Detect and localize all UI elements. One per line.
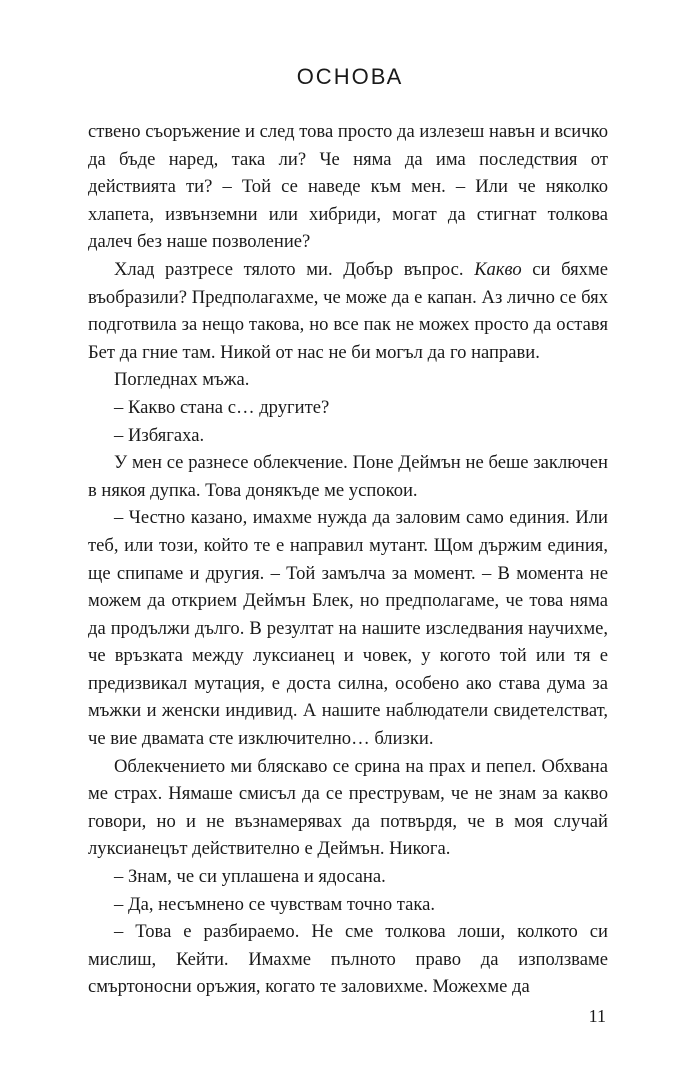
paragraph-6: У мен се разнесе облекчение. Поне Деймън не беше заключен в някоя дупка. Това донякъде ме успокои. xyxy=(88,452,608,501)
paragraph-8: Облекчението ми бляскаво се срина на прах и пепел. Обхвана ме страх. Нямаше смисъл да се преструвам, че не знам за какво говори, но и не възнамерявах да потвърдя, че в моя случай луксианецът действително е Деймън. Никога. xyxy=(88,755,608,860)
page-number: 11 xyxy=(588,1006,606,1026)
paragraph-5: – Избягаха. xyxy=(114,424,205,446)
paragraph-2-before: Хлад разтресе тялото ми. Добър въпрос. xyxy=(114,258,475,280)
paragraph-11: – Това е разбираемо. Не сме толкова лоши, колкото си мислиш, Кейти. Имахме пълното право да използваме смъртоносни оръжия, когато те заловихме. Можехме да xyxy=(88,921,608,998)
paragraph-2-after: си бяхме въобразили? Предполагахме, че може да е капан. Аз лично се бях подготвила за нещо такова, но все пак не можех просто да оставя Бет да гние там. Никой от нас не би могъл да го направи. xyxy=(88,258,608,363)
paragraph-3: Погледнах мъжа. xyxy=(114,369,250,391)
paragraph-1: ствено съоръжение и след това просто да излезеш навън и всичко да бъде наред, така ли? Че няма да има последствия от действията ти? – Той се наведе към мен. – Или че няколко хлапета, извънземни или хибриди, могат да стигнат толкова далеч без наше позволение? xyxy=(88,121,608,253)
paragraph-9: – Знам, че си уплашена и ядосана. xyxy=(114,866,386,888)
running-head-title: ОСНОВА xyxy=(296,64,404,89)
paragraph-10: – Да, несъмнено се чувствам точно така. xyxy=(114,893,436,915)
paragraph-2 xyxy=(88,256,608,366)
paragraph-7: – Честно казано, имахме нужда да заловим само единия. Или теб, или този, който те е направил мутант. Щом държим единия, ще спипаме и другия. – Той замълча за момент. – В момента не можем да открием Деймън Блек, но предполагаме, че това няма да продължи дълго. В резултат на нашите изследвания научихме, че връзката между луксианец и човек, у когото той или тя е предизвикал мутация, е доста силна, особено ако става дума за мъжки и женски индивид. А нашите наблюдатели свидетелстват, че вие двамата сте изключително… близки. xyxy=(88,507,608,750)
paragraph-2-emphasis: Какво xyxy=(474,258,522,280)
paragraph-4: – Какво стана с… другите? xyxy=(114,396,330,418)
body-text xyxy=(88,118,608,1001)
